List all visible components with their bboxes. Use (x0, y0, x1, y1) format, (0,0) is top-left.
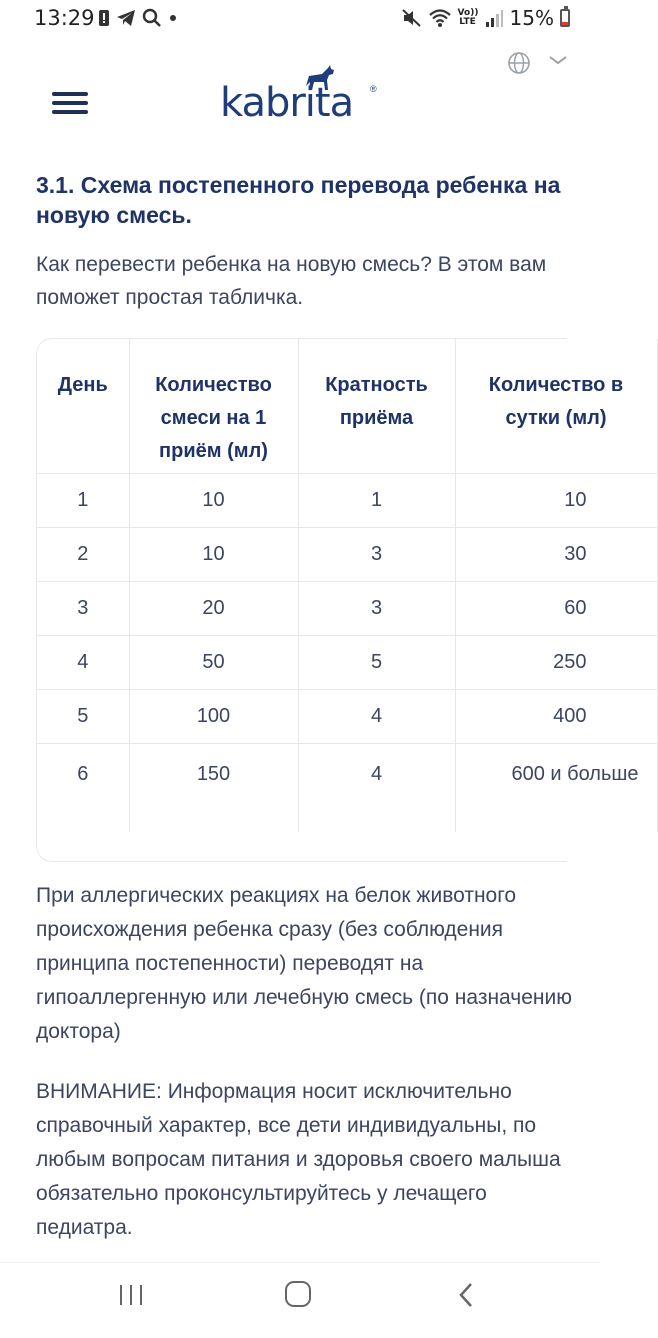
menu-button[interactable] (52, 92, 88, 118)
transition-table[interactable] (36, 338, 639, 862)
table-cell: 6 (37, 743, 129, 832)
battery-icon (560, 9, 570, 27)
table-cell: 3 (298, 581, 455, 635)
recent-apps-icon[interactable] (118, 1283, 144, 1307)
home-icon[interactable] (285, 1281, 311, 1307)
mute-icon (402, 8, 422, 28)
table-cell: 2 (37, 527, 129, 581)
hamburger-icon (52, 92, 88, 96)
battery-percent: 15% (509, 6, 554, 30)
brand-name: kabrita (220, 80, 354, 126)
table-cell: 30 (455, 527, 657, 581)
telegram-icon (116, 9, 136, 27)
intro-text: Как перевести ребенка на новую смесь? В этом вам поможет простая табличка. (36, 253, 547, 309)
table-cell: 100 (129, 689, 298, 743)
table-cell: 400 (455, 689, 657, 743)
table-header-cell: Количество смеси на 1 приём (мл) (129, 339, 298, 473)
search-icon (142, 8, 162, 28)
table-row (37, 743, 657, 832)
table-cell: 50 (129, 635, 298, 689)
table-cell: 10 (129, 527, 298, 581)
table-cell: 4 (298, 689, 455, 743)
allergy-paragraph: При аллергических реакциях на белок животного происхождения ребенка сразу (без соблюдения принципа постепенности) переводят на гипоаллергенную или лечебную смесь (по назначению доктора) (36, 884, 572, 1043)
back-icon[interactable] (456, 1281, 476, 1309)
table-row (37, 581, 657, 635)
table-row (37, 473, 657, 527)
table-cell: 60 (455, 581, 657, 635)
table-cell: 1 (37, 473, 129, 527)
wifi-icon (428, 8, 452, 28)
table-row (37, 689, 657, 743)
table-cell: 4 (298, 743, 455, 832)
brand-logo[interactable] (220, 64, 390, 124)
globe-icon[interactable] (507, 51, 531, 75)
table-cell: 150 (129, 743, 298, 832)
table (37, 339, 658, 832)
table-header-cell: День (37, 339, 129, 473)
notification-icon (98, 9, 110, 27)
table-cell: 3 (298, 527, 455, 581)
table-header-cell: Количество в сутки (мл) (455, 339, 657, 473)
table-cell: 10 (455, 473, 657, 527)
table-cell: 20 (129, 581, 298, 635)
table-cell: 600 и больше (455, 743, 657, 832)
table-cell: 5 (37, 689, 129, 743)
signal-icon (484, 8, 504, 28)
table-cell: 3 (37, 581, 129, 635)
status-time: 13:29 (34, 6, 95, 30)
table-header-cell: Кратность приёма (298, 339, 455, 473)
table-cell: 5 (298, 635, 455, 689)
volte-icon: Vo)) LTE (457, 8, 479, 27)
table-cell: 1 (298, 473, 455, 527)
table-header-row (37, 339, 657, 473)
table-row (37, 635, 657, 689)
dot-icon (168, 13, 178, 23)
table-row (37, 527, 657, 581)
status-bar (0, 0, 600, 40)
disclaimer-paragraph: ВНИМАНИЕ: Информация носит исключительно справочный характер, все дети индивидуальны, по любым вопросам питания и здоровья своего малыша обязательно проконсультируйтесь у лечащего педиатра. (36, 1080, 561, 1239)
table-cell: 4 (37, 635, 129, 689)
registered-mark: ® (370, 84, 377, 94)
chevron-down-icon[interactable] (547, 52, 569, 68)
table-cell: 10 (129, 473, 298, 527)
navigation-bar (0, 1262, 600, 1338)
table-cell: 250 (455, 635, 657, 689)
section-heading: 3.1. Схема постепенного перевода ребенка на новую смесь. (36, 172, 561, 228)
